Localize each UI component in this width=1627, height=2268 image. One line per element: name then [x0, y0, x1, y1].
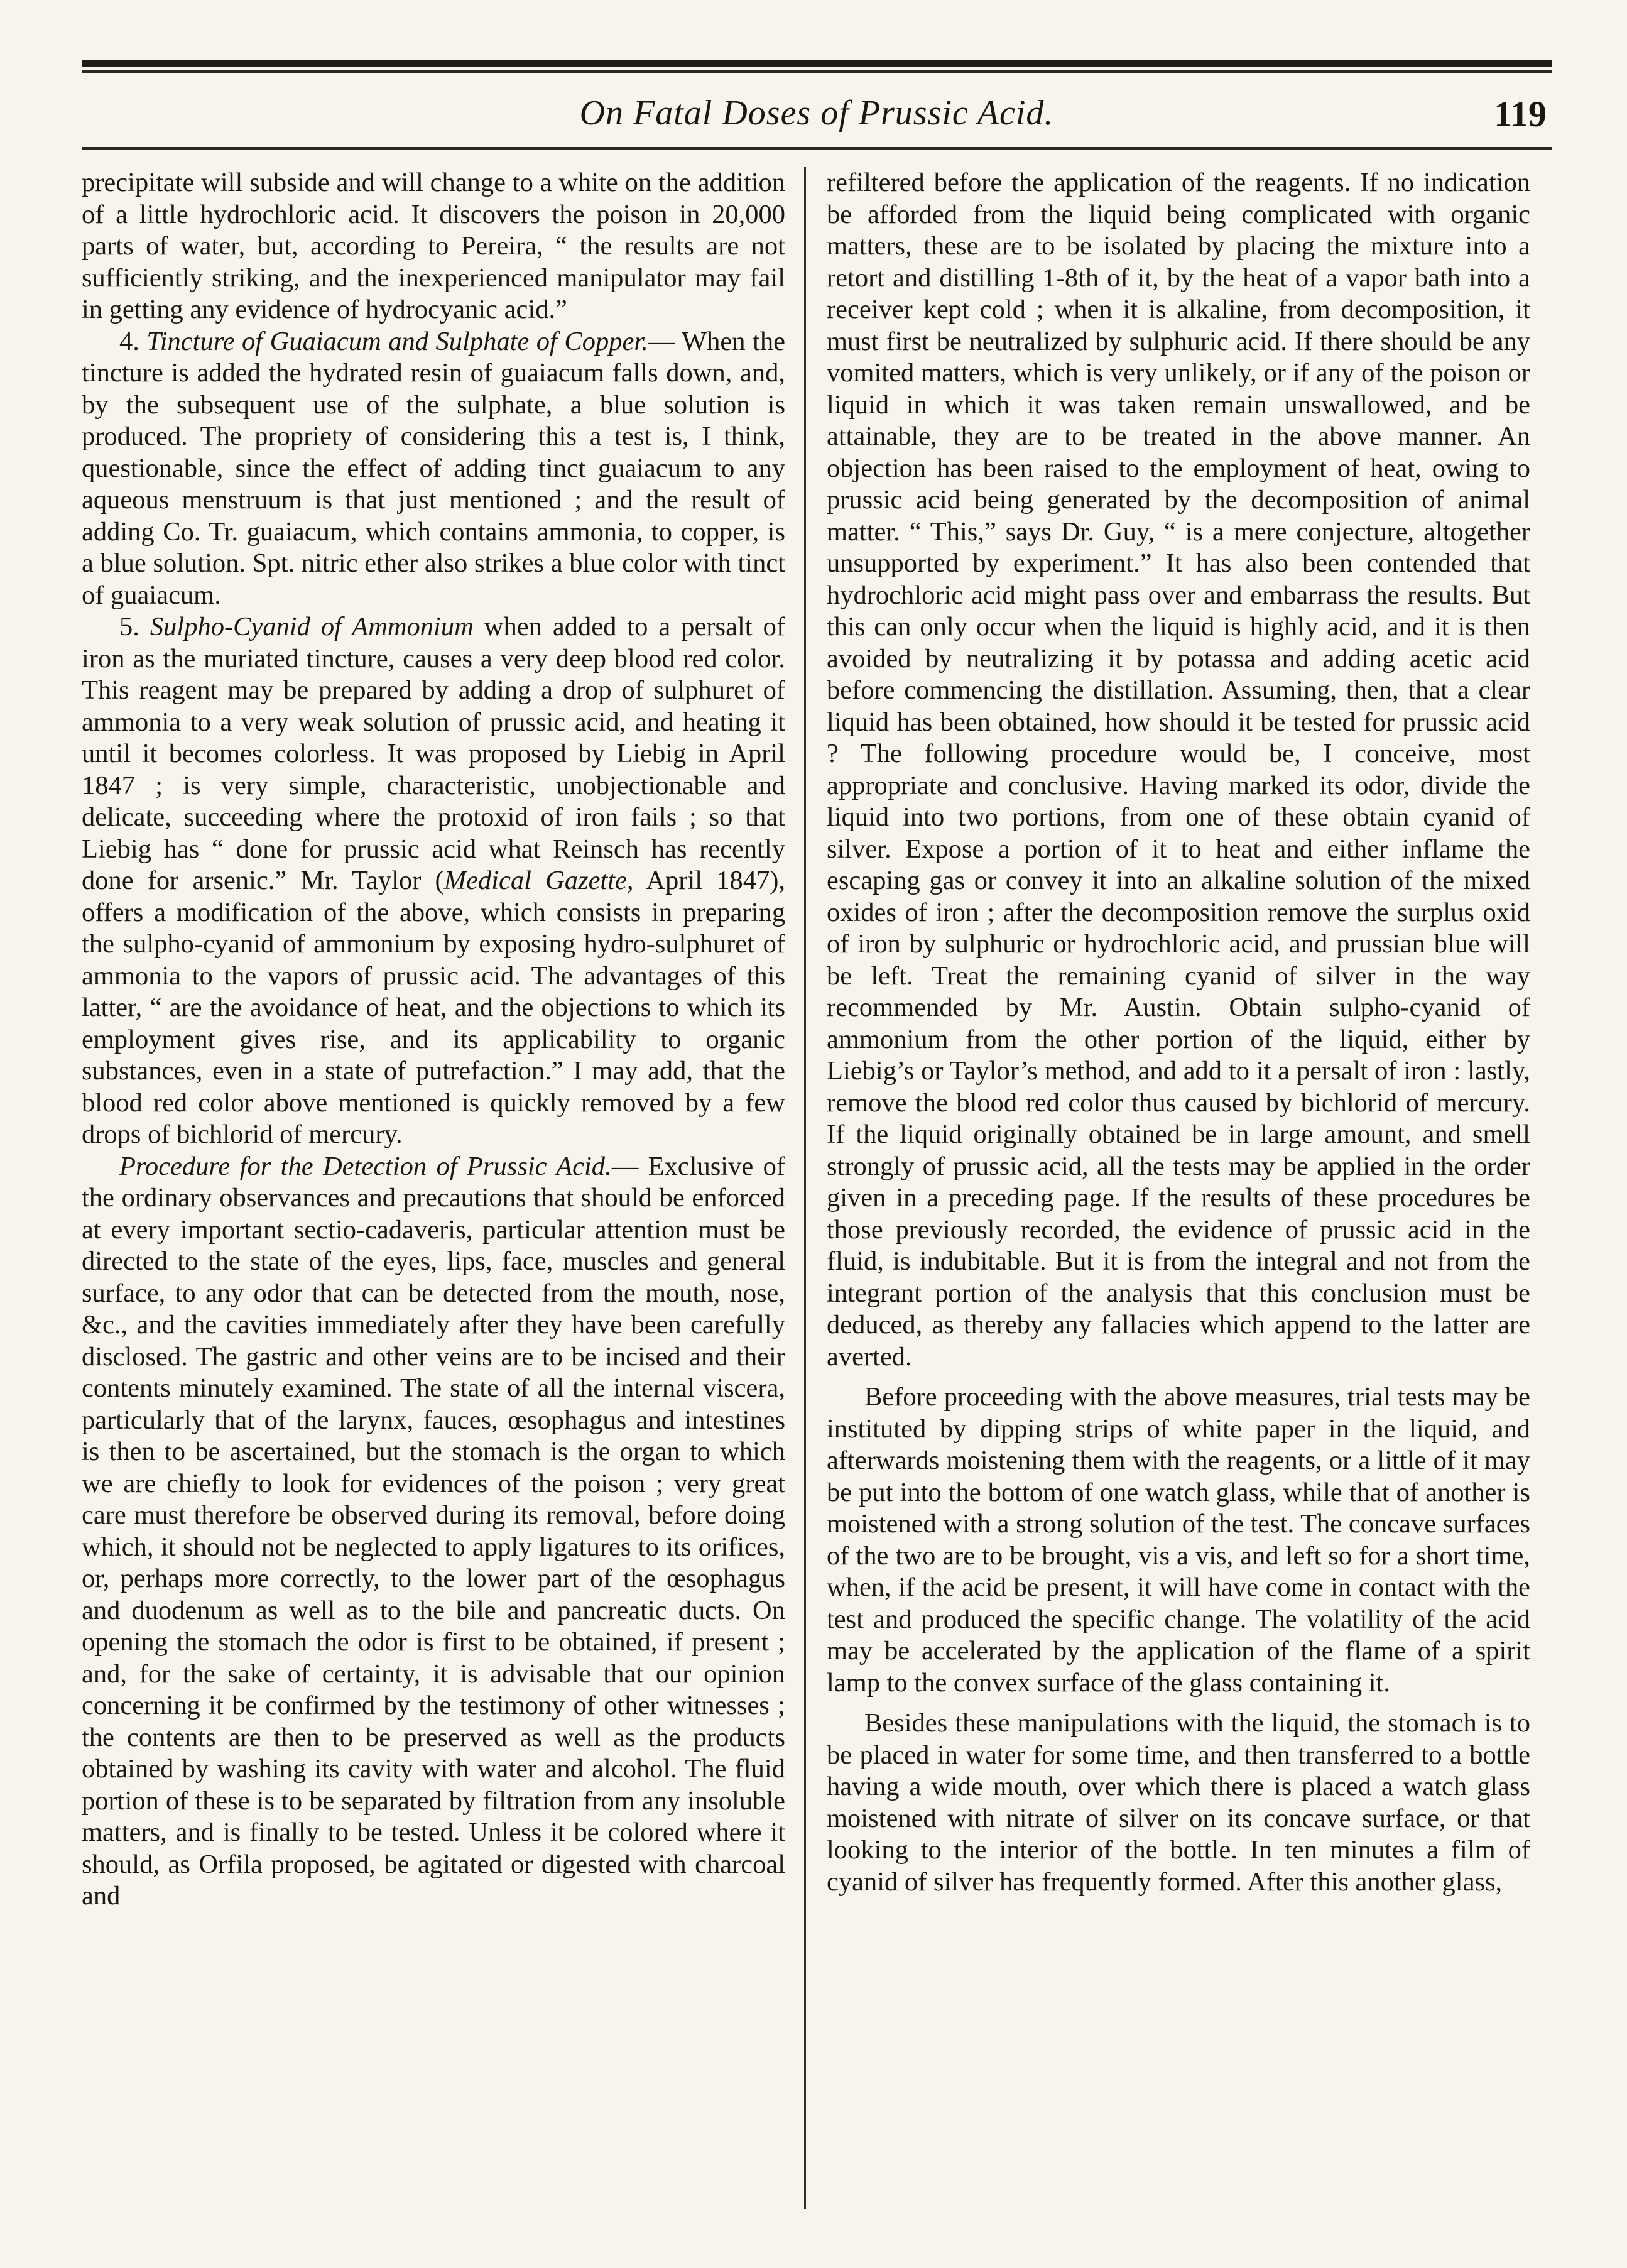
- item-number: 5.: [119, 612, 150, 641]
- paragraph-body: — Exclusive of the ordinary observances and precautions that should be enforced at every important sectio-cadaveris, particular attention must be directed to the state of the eyes, lips, face, muscles and general surface, to any odor that can be detected from the mouth, nose, &c., and the cavities immediately after they have been carefully disclosed. The gastric and other veins are to be incised and their contents minutely examined. The state of all the internal viscera, particularly that of the larynx, fauces, œsophagus and intestines is then to be ascertained, but the stomach is the organ to which we are chiefly to look for evidences of the poison ; very great care must therefore be observed during its removal, before doing which, it should not be neglected to apply ligatures to its orifices, or, perhaps more correctly, to the lower part of the œsophagus and duodenum as well as to the bile and pancreatic ducts. On opening the stomach the odor is first to be obtained, if present ; and, for the sake of certainty, it is advisable that our opinion concerning it be confirmed by the testimony of other witnesses ; the contents are then to be preserved as well as the products obtained by washing its cavity with water and alcohol. The fluid portion of these is to be separated by filtration from any insoluble matters, and is finally to be tested. Unless it be colored where it should, as Orfila proposed, be agitated or digested with charcoal and: [82, 1151, 785, 1911]
- paragraph-body: — When the tincture is added the hydrated resin of guaiacum falls down, and, by the subsequent use of the sulphate, a blue solution is produced. The propriety of considering this a test is, I think, questionable, since the effect of adding tinct guaiacum to any aqueous menstruum is that just mentioned ; and the result of adding Co. Tr. guaiacum, which contains ammonia, to copper, is a blue solution. Spt. nitric ether also strikes a blue color with tinct of guaiacum.: [82, 326, 785, 610]
- paragraph-sulpho-cyanid-test: [82, 611, 785, 1151]
- paragraph-trial-tests: Before proceeding with the above measures, trial tests may be instituted by dipping strips of white paper in the liquid, and afterwards moistening them with the reagents, or a little of it may be put into the bottom of one watch glass, while that of another is moistened with a strong solution of the test. The concave surfaces of the two are to be brought, vis a vis, and left so for a short time, when, if the acid be present, it will have come in contact with the test and produced the specific change. The volatility of the acid may be accelerated by the application of the flame of a spirit lamp to the convex surface of the glass containing it.: [827, 1382, 1530, 1698]
- paragraph-stomach-test: Besides these manipulations with the liquid, the stomach is to be placed in water for some time, and then transferred to a bottle having a wide mouth, over which there is placed a watch glass moistened with nitrate of silver on its concave surface, or that looking to the interior of the bottle. In ten minutes a film of cyanid of silver has frequently formed. After this another glass,: [827, 1708, 1530, 1897]
- section-heading: Tincture of Guaiacum and Sulphate of Copper.: [146, 326, 648, 356]
- top-border-rule: [82, 60, 1552, 67]
- paragraph-procedure: [82, 1151, 785, 1912]
- paragraph-continued: refiltered before the application of the reagents. If no indication be afforded from the liquid being complicated with organic matters, these are to be isolated by placing the mixture into a retort and distilling 1-8th of it, by the heat of a vapor bath into a receiver kept cold ; when it is alkaline, from decomposition, it must first be neutralized by sulphuric acid. If there should be any vomited matters, which is very unlikely, or if any of the poison or liquid in which it was taken remain unswallowed, and be attainable, they are to be treated in the above manner. An objection has been raised to the employment of heat, owing to prussic acid being generated by the decomposition of animal matter. “ This,” says Dr. Guy, “ is a mere conjecture, altogether unsupported by experiment.” It has also been contended that hydrochloric acid might pass over and embarrass the results. But this can only occur when the liquid is highly acid, and it is then avoided by neutralizing it by potassa and adding acetic acid before commencing the distillation. Assuming, then, that a clear liquid has been obtained, how should it be tested for prussic acid ? The following procedure would be, I conceive, most appropriate and conclusive. Having marked its odor, divide the liquid into two portions, from one of these obtain cyanid of silver. Expose a portion of it to heat and either inflame the escaping gas or convey it into an alkaline solution of the mixed oxides of iron ; after the decomposition remove the surplus oxid of iron by sulphuric or hydrochloric acid, and prussian blue will be left. Treat the remaining cyanid of silver in the way recommended by Mr. Austin. Obtain sulpho-cyanid of ammonium from the other portion of the liquid, either by Liebig’s or Taylor’s method, and add to it a persalt of iron : lastly, remove the blood red color thus caused by bichlorid of mercury. If the liquid originally obtained be in large amount, and smell strongly of prussic acid, all the tests may be applied in the order given in a preceding page. If the results of these procedures be those previously recorded, the evidence of prussic acid in the fluid, is indubitable. But it is from the integral and not from the integrant portion of the analysis that this conclusion must be deduced, as thereby any fallacies which append to the latter are averted.: [827, 168, 1530, 1371]
- paragraph-continued: precipitate will subside and will change to a white on the addition of a little hydrochloric acid. It discovers the poison in 20,000 parts of water, but, according to Pereira, “ the results are not sufficiently striking, and the inexperienced manipulator may fail in getting any evidence of hydrocyanic acid.”: [82, 168, 785, 324]
- right-column: [827, 167, 1530, 2209]
- column-divider: [804, 167, 806, 2209]
- section-heading: Procedure for the Detection of Prussic Acid.: [119, 1151, 612, 1181]
- section-heading: Sulpho-Cyanid of Ammonium: [150, 612, 474, 641]
- header-rule: [82, 147, 1552, 150]
- paragraph-body: April 1847), offers a modification of the above, which consists in preparing the sulpho-cyanid of ammonium by exposing hydro-sulphuret of ammonia to the vapors of prussic acid. The advantages of this latter, “ are the avoidance of heat, and the objections to which its employment gives rise, and its applicability to organic substances, even in a state of putrefaction.” I may add, that the blood red color above mentioned is quickly removed by a few drops of bichlorid of mercury.: [82, 866, 785, 1149]
- running-title: On Fatal Doses of Prussic Acid.: [579, 94, 1054, 133]
- page-number: 119: [1494, 94, 1547, 134]
- paragraph-guaiacum-test: [82, 326, 785, 612]
- paragraph-body: when added to a persalt of iron as the muriated tincture, causes a very deep blood red color. This reagent may be prepared by adding a drop of sulphuret of ammonia to a very weak solution of prussic acid, and heating it until it becomes colorless. It was proposed by Liebig in April 1847 ; is very simple, characteristic, unobjectionable and delicate, succeeding where the protoxid of iron fails ; so that Liebig has “ done for prussic acid what Reinsch has recently done for arsenic.” Mr. Taylor (: [82, 612, 785, 895]
- left-column: [82, 167, 785, 2209]
- citation: Medical Gazette,: [443, 866, 634, 895]
- page: [82, 60, 1552, 2222]
- item-number: 4.: [119, 326, 147, 356]
- top-border-rule-thin: [82, 70, 1552, 73]
